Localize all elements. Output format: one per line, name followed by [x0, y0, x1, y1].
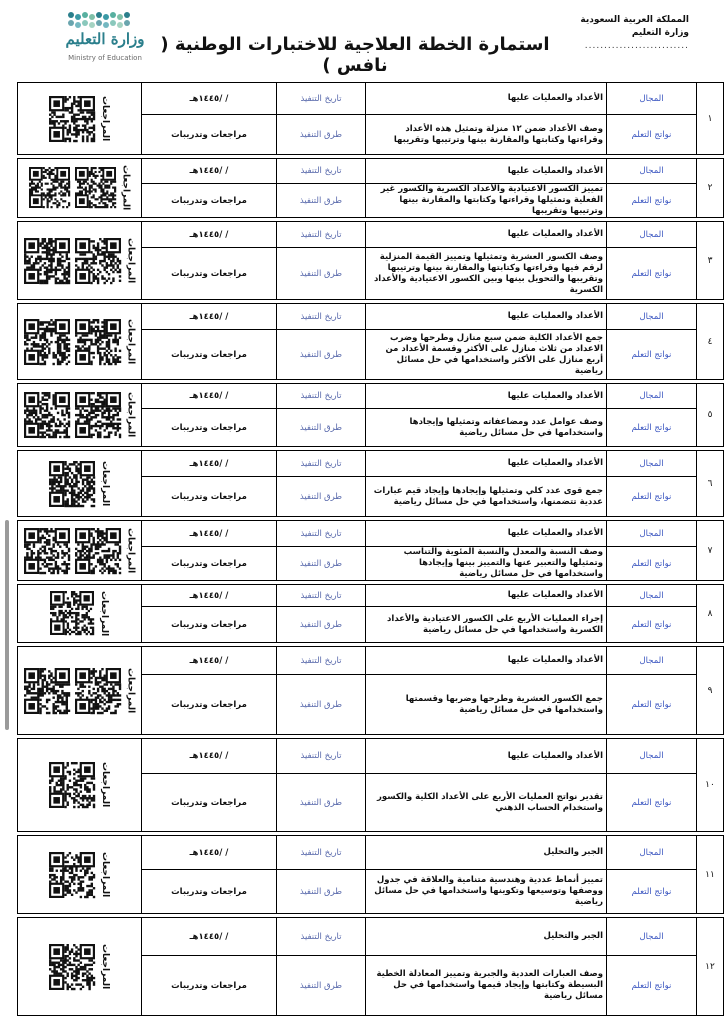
outcomes-label: نواتج التعلم	[607, 184, 697, 218]
references-label: المراجعات	[100, 95, 110, 142]
outcomes-label: نواتج التعلم	[607, 675, 697, 735]
date-cell[interactable]: / /١٤٤٥هـ	[142, 83, 277, 115]
qr-codes	[49, 762, 95, 808]
field-label: المجال	[607, 739, 697, 774]
outcome-value: وصف الكسور العشرية وتمثيلها وتمييز القيمة المنزلية لرقم فيها وقراءتها وكتابتها والمقارنة بينها وترتيبها وتقريبها والتحويل بينها وبين الكسور الاعتيادية والأعداد الكسرية	[366, 248, 607, 300]
references-label: المراجعات	[120, 165, 131, 211]
qr-code-icon[interactable]	[24, 238, 70, 284]
domain-value: الأعداد والعمليات عليها	[366, 451, 607, 477]
drills-cell[interactable]: مراجعات وتدريبات	[142, 675, 277, 735]
date-cell[interactable]: / /١٤٤٥هـ	[142, 585, 277, 607]
outcomes-label: نواتج التعلم	[607, 547, 697, 581]
row-number: ٩	[697, 647, 724, 735]
outcome-value: جمع قوى عدد كلي وتمثيلها وإيجادها وإيجاد قيم عبارات عددية تتضمنها، واستخدامها في حل مسائل رياضية	[366, 477, 607, 517]
date-cell[interactable]: / /١٤٤٥هـ	[142, 304, 277, 330]
references-cell	[18, 647, 142, 735]
references-label: المراجعات	[100, 851, 110, 898]
plan-row	[18, 159, 724, 184]
exec-methods-label: طرق التنفيذ	[277, 184, 366, 218]
qr-code-icon[interactable]	[75, 319, 121, 365]
page-title: استمارة الخطة العلاجية للاختبارات الوطنية ( نافس )	[160, 34, 550, 76]
qr-codes	[24, 319, 121, 365]
qr-codes	[49, 944, 95, 990]
exec-date-label: تاريخ التنفيذ	[277, 585, 366, 607]
qr-codes	[49, 852, 95, 898]
plan-row	[18, 918, 724, 956]
outcome-value: جمع الأعداد الكلية ضمن سبع منازل وطرحها وضرب الاعداد من ثلاث منازل على الأكثر وقسمة الأعداد من أربع منازل على الأكثر واستخدامها في حل مسائل رياضية	[366, 330, 607, 380]
qr-code-icon[interactable]	[50, 591, 94, 635]
exec-date-label: تاريخ التنفيذ	[277, 836, 366, 870]
qr-code-icon[interactable]	[75, 167, 116, 208]
qr-code-icon[interactable]	[24, 528, 70, 574]
references-label: المراجعات	[100, 460, 110, 507]
plan-row	[18, 451, 724, 477]
row-number: ١٠	[697, 739, 724, 832]
row-number: ٢	[697, 159, 724, 218]
qr-codes	[24, 528, 121, 574]
ministry-blank-line: ...........................	[584, 41, 689, 51]
references-cell	[18, 585, 142, 643]
exec-date-label: تاريخ التنفيذ	[277, 521, 366, 547]
references-cell	[18, 521, 142, 581]
row-number: ٧	[697, 521, 724, 581]
references-label: المراجعات	[99, 590, 109, 637]
references-cell	[18, 384, 142, 447]
qr-codes	[49, 461, 95, 507]
exec-date-label: تاريخ التنفيذ	[277, 222, 366, 248]
qr-code-icon[interactable]	[75, 392, 121, 438]
outcome-value: جمع الكسور العشرية وطرحها وضربها وقسمتها واستخدامها في حل مسائل رياضية	[366, 675, 607, 735]
exec-methods-label: طرق التنفيذ	[277, 956, 366, 1016]
drills-cell[interactable]: مراجعات وتدريبات	[142, 115, 277, 155]
exec-methods-label: طرق التنفيذ	[277, 409, 366, 447]
drills-cell[interactable]: مراجعات وتدريبات	[142, 409, 277, 447]
references-cell	[18, 739, 142, 832]
drills-cell[interactable]: مراجعات وتدريبات	[142, 330, 277, 380]
exec-methods-label: طرق التنفيذ	[277, 248, 366, 300]
references-cell	[18, 451, 142, 517]
references-label: المراجعات	[125, 237, 136, 284]
exec-methods-label: طرق التنفيذ	[277, 547, 366, 581]
plan-row	[18, 647, 724, 675]
plan-row	[18, 83, 724, 115]
logo-dots-icon	[68, 12, 130, 30]
qr-codes	[29, 167, 116, 208]
field-label: المجال	[607, 384, 697, 409]
domain-value: الأعداد والعمليات عليها	[366, 647, 607, 675]
qr-code-icon[interactable]	[24, 668, 70, 714]
qr-code-icon[interactable]	[24, 319, 70, 365]
references-label: المراجعات	[100, 762, 110, 808]
outcomes-label: نواتج التعلم	[607, 409, 697, 447]
outcomes-label: نواتج التعلم	[607, 477, 697, 517]
drills-cell[interactable]: مراجعات وتدريبات	[142, 477, 277, 517]
ministry-logo	[60, 12, 150, 68]
kingdom-name: المملكة العربية السعودية	[580, 15, 689, 25]
outcome-value: وصف الأعداد ضمن ١٢ منزلة وتمثيل هذه الأعداد وقراءتها وكتابتها والمقارنة بينها وترتيبها وتقريبها	[366, 115, 607, 155]
exec-date-label: تاريخ التنفيذ	[277, 647, 366, 675]
references-label: المراجعات	[100, 943, 110, 990]
outcomes-label: نواتج التعلم	[607, 774, 697, 832]
page-header	[0, 0, 709, 78]
domain-value: الأعداد والعمليات عليها	[366, 222, 607, 248]
exec-methods-label: طرق التنفيذ	[277, 477, 366, 517]
qr-codes	[24, 238, 121, 284]
row-number: ١	[697, 83, 724, 155]
outcome-value: تمييز الكسور الاعتيادية والأعداد الكسرية والكسور غير الفعلية وتمثيلها وقراءتها وكتابتها والمقارنة بينها وترتيبها وتقريبها	[366, 184, 607, 218]
date-cell[interactable]: / /١٤٤٥هـ	[142, 918, 277, 956]
drills-cell[interactable]: مراجعات وتدريبات	[142, 774, 277, 832]
row-number: ٣	[697, 222, 724, 300]
domain-value: الأعداد والعمليات عليها	[366, 83, 607, 115]
domain-value: الجبر والتحليل	[366, 836, 607, 870]
qr-code-icon[interactable]	[49, 852, 95, 898]
row-number: ١١	[697, 836, 724, 914]
exec-date-label: تاريخ التنفيذ	[277, 159, 366, 184]
field-label: المجال	[607, 585, 697, 607]
exec-methods-label: طرق التنفيذ	[277, 607, 366, 643]
qr-codes	[24, 668, 121, 714]
drills-cell[interactable]: مراجعات وتدريبات	[142, 956, 277, 1016]
field-label: المجال	[607, 304, 697, 330]
field-label: المجال	[607, 222, 697, 248]
domain-value: الأعداد والعمليات عليها	[366, 739, 607, 774]
field-label: المجال	[607, 451, 697, 477]
qr-code-icon[interactable]	[49, 96, 95, 142]
outcomes-label: نواتج التعلم	[607, 248, 697, 300]
plan-row	[18, 304, 724, 330]
row-number: ١٢	[697, 918, 724, 1016]
plan-row	[18, 384, 724, 409]
exec-date-label: تاريخ التنفيذ	[277, 918, 366, 956]
row-number: ٤	[697, 304, 724, 380]
date-cell[interactable]: / /١٤٤٥هـ	[142, 739, 277, 774]
exec-methods-label: طرق التنفيذ	[277, 870, 366, 914]
qr-code-icon[interactable]	[24, 392, 70, 438]
qr-code-icon[interactable]	[29, 167, 70, 208]
qr-code-icon[interactable]	[49, 944, 95, 990]
exec-methods-label: طرق التنفيذ	[277, 115, 366, 155]
outcomes-label: نواتج التعلم	[607, 956, 697, 1016]
references-cell	[18, 304, 142, 380]
drills-cell[interactable]: مراجعات وتدريبات	[142, 248, 277, 300]
plan-row	[18, 222, 724, 248]
exec-methods-label: طرق التنفيذ	[277, 774, 366, 832]
drills-cell[interactable]: مراجعات وتدريبات	[142, 870, 277, 914]
logo-arabic-text: وزارة التعليم	[65, 30, 145, 48]
qr-codes	[24, 392, 121, 438]
qr-code-icon[interactable]	[75, 668, 121, 714]
logo-english-text: Ministry of Education	[68, 54, 142, 62]
drills-cell[interactable]: مراجعات وتدريبات	[142, 547, 277, 581]
ministry-block	[580, 14, 689, 53]
outcome-value: إجراء العمليات الأربع على الكسور الاعتيادية والأعداد الكسرية واستخدامها في حل مسائل رياضية	[366, 607, 607, 643]
plan-row	[18, 836, 724, 870]
drills-cell[interactable]: مراجعات وتدريبات	[142, 184, 277, 218]
plan-row	[18, 585, 724, 607]
field-label: المجال	[607, 521, 697, 547]
references-cell	[18, 159, 142, 218]
references-cell	[18, 222, 142, 300]
date-cell[interactable]: / /١٤٤٥هـ	[142, 836, 277, 870]
exec-date-label: تاريخ التنفيذ	[277, 83, 366, 115]
qr-code-icon[interactable]	[49, 762, 95, 808]
outcomes-label: نواتج التعلم	[607, 607, 697, 643]
domain-value: الأعداد والعمليات عليها	[366, 384, 607, 409]
references-label: المراجعات	[125, 392, 136, 438]
field-label: المجال	[607, 918, 697, 956]
drills-cell[interactable]: مراجعات وتدريبات	[142, 607, 277, 643]
date-cell[interactable]: / /١٤٤٥هـ	[142, 159, 277, 184]
outcomes-label: نواتج التعلم	[607, 870, 697, 914]
domain-value: الأعداد والعمليات عليها	[366, 521, 607, 547]
references-label: المراجعات	[125, 667, 136, 714]
field-label: المجال	[607, 836, 697, 870]
field-label: المجال	[607, 647, 697, 675]
date-cell[interactable]: / /١٤٤٥هـ	[142, 647, 277, 675]
qr-code-icon[interactable]	[49, 461, 95, 507]
references-cell	[18, 918, 142, 1016]
date-cell[interactable]: / /١٤٤٥هـ	[142, 521, 277, 547]
outcomes-label: نواتج التعلم	[607, 330, 697, 380]
exec-date-label: تاريخ التنفيذ	[277, 304, 366, 330]
exec-methods-label: طرق التنفيذ	[277, 675, 366, 735]
row-number: ٦	[697, 451, 724, 517]
references-cell	[18, 83, 142, 155]
outcome-value: وصف النسبة والمعدل والنسبة المئوية والتناسب وتمثيلها والتعبير عنها والتمييز بينها وإيجادها واستخدامها في حل مسائل رياضية	[366, 547, 607, 581]
qr-codes	[49, 96, 95, 142]
references-cell	[18, 836, 142, 914]
domain-value: الأعداد والعمليات عليها	[366, 304, 607, 330]
qr-codes	[50, 591, 94, 635]
plan-row	[18, 521, 724, 547]
qr-code-icon[interactable]	[75, 528, 121, 574]
date-cell[interactable]: / /١٤٤٥هـ	[142, 451, 277, 477]
references-label: المراجعات	[125, 318, 136, 365]
exec-date-label: تاريخ التنفيذ	[277, 384, 366, 409]
references-label: المراجعات	[125, 527, 136, 574]
field-label: المجال	[607, 83, 697, 115]
ministry-name: وزارة التعليم	[631, 28, 689, 38]
field-label: المجال	[607, 159, 697, 184]
scrollbar[interactable]	[5, 520, 9, 730]
row-number: ٥	[697, 384, 724, 447]
date-cell[interactable]: / /١٤٤٥هـ	[142, 384, 277, 409]
outcome-value: تقدير نواتج العمليات الأربع على الأعداد الكلية والكسور واستخدام الحساب الذهني	[366, 774, 607, 832]
domain-value: الأعداد والعمليات عليها	[366, 585, 607, 607]
exec-date-label: تاريخ التنفيذ	[277, 451, 366, 477]
exec-methods-label: طرق التنفيذ	[277, 330, 366, 380]
outcome-value: وصف العبارات العددية والجبرية وتمييز المعادلة الخطية البسيطة وكتابتها وإيجاد قيمها واستخدامها في حل مسائل رياضية	[366, 956, 607, 1016]
outcome-value: وصف عوامل عدد ومضاعفاته وتمثيلها وإيجادها واستخدامها في حل مسائل رياضية	[366, 409, 607, 447]
outcomes-label: نواتج التعلم	[607, 115, 697, 155]
plan-row	[18, 739, 724, 774]
date-cell[interactable]: / /١٤٤٥هـ	[142, 222, 277, 248]
outcome-value: تمييز أنماط عددية وهندسية متنامية والعلاقة في جدول ووصفها وتوسيعها وتكوينها واستخدامها في حل مسائل رياضية	[366, 870, 607, 914]
domain-value: الجبر والتحليل	[366, 918, 607, 956]
domain-value: الأعداد والعمليات عليها	[366, 159, 607, 184]
exec-date-label: تاريخ التنفيذ	[277, 739, 366, 774]
qr-code-icon[interactable]	[75, 238, 121, 284]
row-number: ٨	[697, 585, 724, 643]
plan-table	[17, 82, 724, 1016]
